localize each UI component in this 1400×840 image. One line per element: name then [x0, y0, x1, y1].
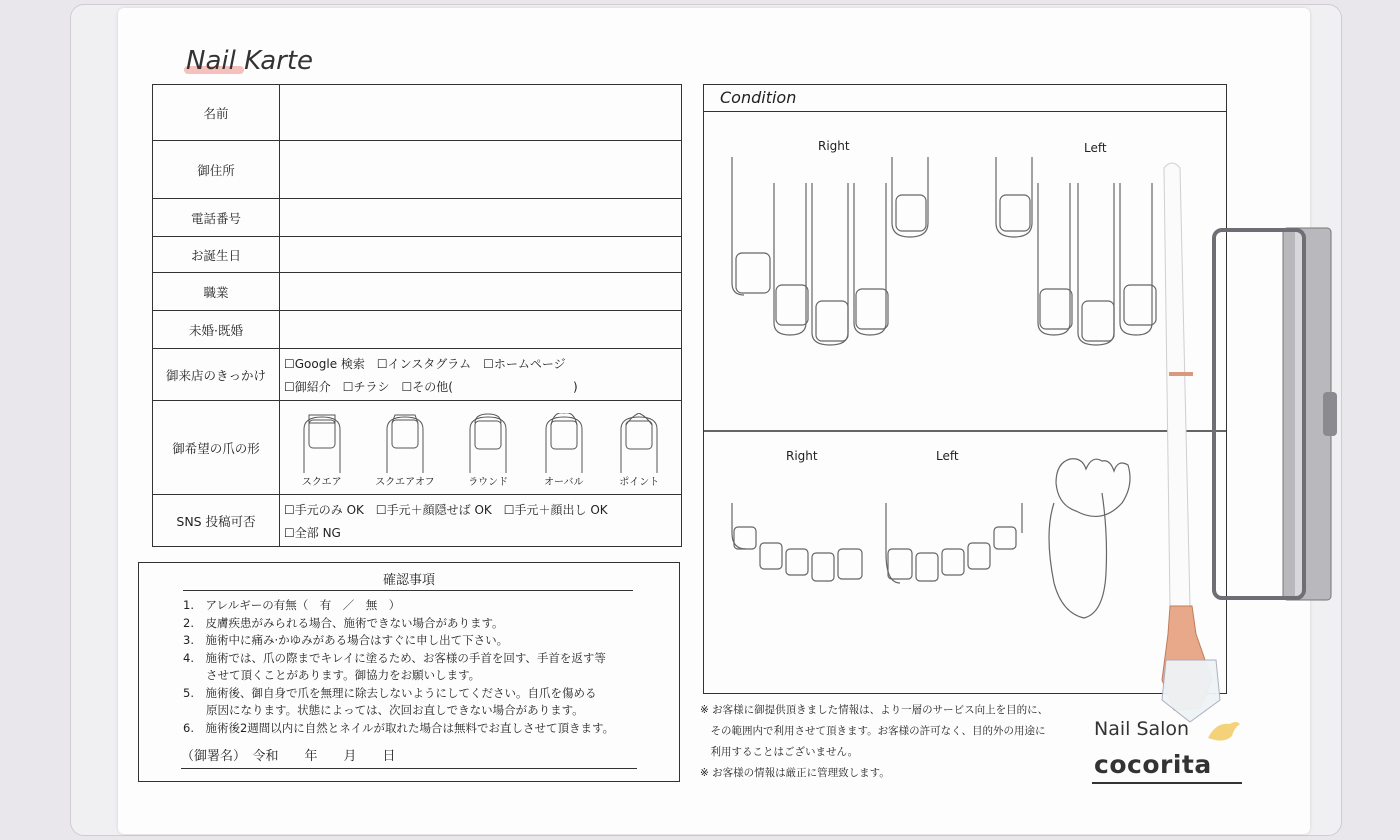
visit-reason-line1: ☐Google 検索 ☐インスタグラム ☐ホームページ — [284, 356, 566, 371]
privacy-notes — [700, 700, 1048, 784]
note-line: その範囲内で利用させて頂きます。お客様の許可なく、目的外の用途に — [700, 725, 1046, 737]
confirmation-item: 4. 施術では、爪の際までキレイに塗るため、お客様の手首を回す、手首を返す等 — [183, 650, 606, 665]
label-occupation: 職業 — [153, 273, 280, 311]
brand-name: cocorita — [1094, 750, 1212, 779]
confirmation-box — [138, 562, 680, 782]
confirmation-item: 5. 施術後、御自身で爪を無理に除去しないようにしてください。自爪を傷める — [183, 685, 597, 700]
customer-info-table — [152, 84, 682, 547]
brand-subtitle: Nail Salon — [1094, 718, 1190, 740]
nail-shape-round[interactable] — [466, 413, 510, 488]
label-phone: 電話番号 — [153, 199, 280, 237]
label-birthday: お誕生日 — [153, 237, 280, 273]
brand-underline — [1092, 782, 1242, 784]
form-title: Nail Karte — [186, 46, 314, 76]
note-line: ※ お客様に御提供頂きました情報は、より一層のサービス向上を目的に、 — [700, 704, 1049, 716]
confirmation-item: させて頂くことがあります。御協力をお願いします。 — [183, 668, 481, 682]
note-line: ※ お客様の情報は厳正に管理致します。 — [700, 767, 890, 779]
pen — [1150, 160, 1262, 726]
label-marital: 未婚·既婚 — [153, 311, 280, 349]
visit-reason-line2: ☐御紹介 ☐チラシ ☐その他( ) — [284, 379, 578, 394]
field-name[interactable] — [280, 85, 682, 141]
hands-left-label: Left — [1084, 141, 1107, 155]
nail-shape-options[interactable] — [280, 401, 682, 495]
label-visit-reason: 御来店のきっかけ — [153, 349, 280, 401]
field-address[interactable] — [280, 141, 682, 199]
confirmation-item: 3. 施術中に痛み·かゆみがある場合はすぐに申し出て下さい。 — [183, 633, 509, 647]
nail-shape-square-off[interactable] — [375, 413, 434, 488]
condition-box — [703, 84, 1227, 694]
shape-label: スクエアオフ — [375, 477, 435, 488]
confirmation-item: 6. 施術後2週間以内に自然とネイルが取れた場合は無料でお直しさせて頂きます。 — [183, 720, 615, 735]
feet-left-label: Left — [936, 449, 959, 463]
confirmation-item: 原因になります。状態によっては、次回お直しできない場合があります。 — [183, 703, 584, 717]
note-line: 利用することはございません。 — [700, 746, 859, 758]
sns-options[interactable] — [280, 495, 682, 547]
hands-right-label: Right — [818, 139, 850, 153]
nail-shape-oval[interactable] — [542, 413, 586, 488]
feet-right-label: Right — [786, 449, 818, 463]
signature-line: （御署名） 令和 年 月 日 — [181, 749, 396, 764]
label-name: 名前 — [153, 85, 280, 141]
sns-line2: ☐全部 NG — [284, 525, 341, 540]
condition-title: Condition — [704, 85, 1226, 112]
label-address: 御住所 — [153, 141, 280, 199]
field-marital[interactable] — [280, 311, 682, 349]
shape-label: スクエア — [301, 477, 342, 488]
shape-label: オーバル — [543, 477, 584, 488]
confirmation-item: 2. 皮膚疾患がみられる場合、施術できない場合があります。 — [183, 615, 504, 630]
field-phone[interactable] — [280, 199, 682, 237]
nail-shape-point[interactable] — [617, 413, 661, 488]
sns-line1: ☐手元のみ OK ☐手元＋顔隠せば OK ☐手元＋顔出し OK — [284, 502, 608, 517]
confirmation-title: 確認事項 — [382, 573, 435, 588]
confirmation-item: 1. アレルギーの有無（ 有 ／ 無 ） — [183, 598, 401, 612]
label-nail-shape: 御希望の爪の形 — [153, 401, 280, 495]
label-sns: SNS 投稿可否 — [153, 495, 280, 547]
field-birthday[interactable] — [280, 237, 682, 273]
nail-shape-square[interactable] — [300, 413, 344, 488]
field-occupation[interactable] — [280, 273, 682, 311]
visit-reason-options[interactable] — [280, 349, 682, 401]
shape-label: ポイント — [619, 477, 660, 488]
hand-foot-diagram — [704, 113, 1226, 693]
shape-label: ラウンド — [468, 477, 509, 488]
